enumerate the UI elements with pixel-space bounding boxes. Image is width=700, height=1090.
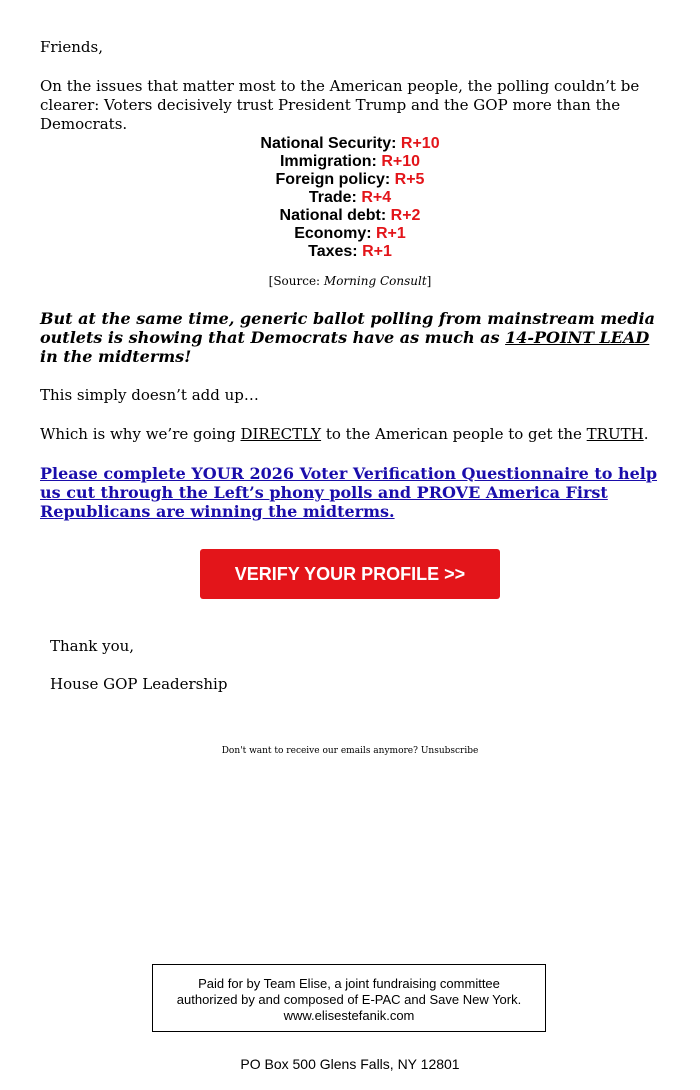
poll-issue: Immigration: [279, 153, 377, 170]
poll-source [0, 273, 700, 289]
directly-paragraph [40, 425, 648, 444]
unsubscribe-link[interactable]: Unsubscribe [420, 746, 479, 756]
disclaimer-website: www.elisestefanik.com [283, 1008, 415, 1023]
disclaimer-line: Paid for by Team Elise, a joint fundraising committee [198, 976, 500, 991]
truth-word: TRUTH [586, 425, 644, 443]
unsubscribe-prompt: Don't want to receive our emails anymore? [221, 746, 421, 756]
poll-results-list [0, 135, 700, 261]
fourteen-point-lead: 14-POINT LEAD [505, 328, 650, 347]
poll-value: R+4 [361, 189, 392, 206]
poll-row [0, 153, 700, 171]
intro-paragraph: On the issues that matter most to the American people, the polling couldn’t be clearer: Voters decisively trust President Trump and the GOP more than the Democrats. [40, 77, 640, 133]
poll-issue: Taxes: [308, 243, 358, 260]
poll-row [0, 243, 700, 261]
poll-row [0, 225, 700, 243]
directly-text-end: . [643, 425, 649, 443]
poll-issue: Foreign policy: [275, 171, 391, 188]
poll-issue: National debt: [279, 207, 387, 224]
poll-value: R+1 [362, 243, 392, 260]
poll-issue: Economy: [294, 225, 372, 242]
emphasis-text: But at the same time, generic ballot polling from mainstream media outlets is showing that Democrats have as much as [40, 309, 655, 347]
poll-value: R+2 [390, 207, 421, 224]
directly-text-mid: to the American people to get the [321, 425, 587, 443]
unsubscribe-line [0, 745, 700, 757]
poll-row [0, 207, 700, 225]
verify-profile-button[interactable]: VERIFY YOUR PROFILE >> [200, 549, 500, 599]
signature: House GOP Leadership [50, 675, 228, 693]
source-name: Morning Consult [323, 274, 427, 288]
source-suffix: ] [426, 274, 432, 288]
disclaimer-line: authorized by and composed of E-PAC and Save New York. [176, 992, 522, 1007]
poll-row [0, 135, 700, 153]
closing-thanks: Thank you, [50, 637, 135, 655]
poll-issue: Trade: [308, 189, 357, 206]
poll-issue: National Security: [260, 135, 397, 152]
poll-value: R+1 [376, 225, 406, 242]
greeting: Friends, [40, 38, 103, 56]
mailing-address: PO Box 500 Glens Falls, NY 12801 [240, 1056, 460, 1072]
poll-row [0, 171, 700, 189]
directly-word: DIRECTLY [240, 425, 322, 443]
poll-value: R+10 [400, 135, 440, 152]
directly-text: Which is why we’re going [40, 425, 241, 443]
emphasis-text-end: in the midterms! [40, 347, 192, 366]
source-prefix: [Source: [268, 274, 324, 288]
doesnt-add-up-paragraph: This simply doesn’t add up… [40, 386, 259, 404]
questionnaire-link[interactable]: Please complete YOUR 2026 Voter Verification Questionnaire to help us cut through the Left’s phony polls and PROVE America First Republicans are winning the midterms. [40, 464, 658, 521]
emphasis-paragraph [40, 309, 670, 366]
poll-row [0, 189, 700, 207]
poll-value: R+10 [381, 153, 421, 170]
poll-value: R+5 [394, 171, 425, 188]
paid-for-disclaimer [152, 964, 546, 1032]
